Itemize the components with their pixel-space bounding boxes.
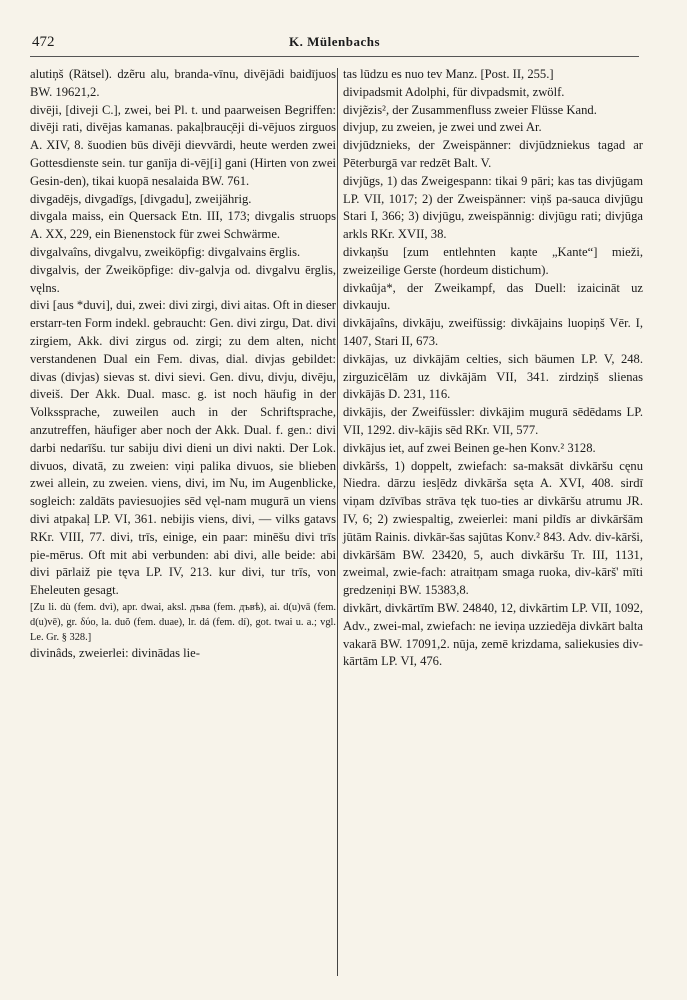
running-head: K. Mülenbachs	[288, 34, 380, 49]
column-divider	[337, 68, 338, 976]
entry: divkaûja*, der Zweikampf, das Duell: izaicināt uz divkauju.	[343, 280, 643, 313]
entry: divgadējs, divgadīgs, [divgadu], zweijährig.	[30, 191, 252, 206]
page-number: 472	[32, 34, 55, 50]
entry: divi [aus *duvi], dui, zwei: divi zirgi, divi aitas. Oft in dieser erstarr-ten Form indekl. gebraucht: Gen. divi zirgu, Dat. divi zirgiem, Akk. divi zirgus od. zirgi; zu dem alten, nicht verstandenen Dual ein Fem. divas, dial. divjas gebildet: divas (divjas) sievas st. divi sievi. Gen. divu, divju, divēju, diveiš. Der Akk. Dual. masc. g. ist noch häufig in der Volkssprache, zuweilen auch in der Schriftsprache, anzutreffen, häufiger aber noch der Akk. Dual. f. gen.: divi darbi nedarīšu. tur sabiju divi dieni un divi nakti. Der Lok. divuos, divatā, zu zweien: viņi palika divuos, sie blieben zwei allein, zu zweien. viens, divi, im Nu, im Augenblicke, sogleich: zaldāts paviesuojies sēd vęl-nam mugurā un viens divi atpakaļ LP. VI, 361. nebijis viens, divi, — vilks gatavs RKr. VIII, 77. divi, trīs, einige, ein paar: minēšu divi trīs pie-mērus. Oft mit abi verbunden: abi divi, alle beide: abi divi pārlaiž pie tęva LP. IV, 213. kur divi, tur trīs, von Eheleuten gesagt.	[30, 298, 336, 598]
entry: divgala maiss, ein Quersack Etn. III, 173; divgalis struops A. XX, 229, ein Bienenstock für zwei Schwärme.	[30, 209, 336, 242]
entry: alutiņš (Rätsel). dzẽru alu, branda-vīnu, divējādi baidījuos BW. 19621,2.	[30, 67, 336, 99]
page-header	[30, 34, 639, 57]
entry: divjẽzis², der Zusammenfluss zweier Flüsse Kand.	[343, 102, 597, 117]
etymology-note: [Zu li. dù (fem. dvì), apr. dwai, aksl. дъва (fem. дъвѣ), ai. d(u)vā (fem. d(u)vē), gr. δύο, la. duŏ (fem. duae), lr. dá (fem. dí), got. twai u. a.; vgl. Le. Gr. § 328.]	[30, 601, 336, 643]
entry: divjũgs, 1) das Zweigespann: tikai 9 pāri; kas tas divjūgam LP. VII, 1017; 2) der Zweispänner: viņš pa-sauca divjūgu Stari I, 366; 3) divjūgu, zweispännig: divjūgu rati; divjūga arkls RKr. XVII, 38.	[343, 173, 643, 242]
entry: tas lūdzu es nuo tev Manz. [Post. II, 255.]	[343, 67, 554, 81]
left-column	[30, 66, 336, 663]
entry: divkājus iet, auf zwei Beinen ge-hen Konv.² 3128.	[343, 440, 596, 455]
entry: divgalvis, der Zweiköpfige: div-galvja od. divgalvu ērglis, vęlns.	[30, 262, 336, 295]
entry: divipadsmit Adolphi, für divpadsmit, zwölf.	[343, 84, 565, 99]
entry: divkãrt, divkārtīm BW. 24840, 12, divkārtim LP. VII, 1092, Adv., zwei-mal, zwiefach: ne ieviņa uzziedēja divkārt balta vakarā BW. 17091,2. nūja, zemē krizdama, saliekusies div-kārtām LP. VI, 476.	[343, 600, 643, 669]
entry: divinâds, zweierlei: divinādas lie-	[30, 645, 200, 660]
right-column	[343, 66, 643, 671]
entry: divjup, zu zweien, je zwei und zwei Ar.	[343, 120, 542, 135]
entry: divkājas, uz divkājām celties, sich bäumen LP. V, 248. zirguzicēlām uz divkājām VII, 341. zirdziņš slienas divkājās D. 231, 116.	[343, 351, 643, 402]
entry: divjūdznieks, der Zweispänner: divjūdzniekus tagad ar Pēterburgā var redzēt Balt. V.	[343, 138, 643, 170]
entry: divkājaîns, divkāju, zweifüssig: divkājains luopiņš Vēr. I, 1407, Stari II, 673.	[343, 316, 643, 348]
entry: divgalvaîns, divgalvu, zweiköpfig: divgalvains ērglis.	[30, 244, 301, 259]
entry: divkājis, der Zweifüssler: divkājim mugurā sēdēdams LP. VII, 1292. div-kājis sēd RKr. VII, 577.	[343, 405, 643, 437]
entry: divēji, [diveji C.], zwei, bei Pl. t. und paarweisen Begriffen: divēji rati, divējas kamanas. pakaļbrauc̦ēji di-vējuos zirguos A. XIV, 8. šuodien būs divēji dievvārdi, heute werden zwei Gottesdienste sein. tur ganīja di-vēj[i] gani (Hirten von zwei Gesin-den), tikai kuopā nesalaida BW. 761.	[30, 102, 336, 188]
entry: divkaņšu [zum entlehnten kaņte „Kante“] mieži, zweizeilige Gerste (hordeum distichum).	[343, 244, 643, 277]
entry: divkãršs, 1) doppelt, zwiefach: sa-maksāt divkāršu cęnu Niedra. dārzu iesļēdz divkārša sęta A. XVI, 408. sirdī viņam dzīvības strāva tęk tuo-ties ar divkāršu atrumu JR. IV, 6; 2) zwiespaltig, zweierlei: mani pildīs ar divkāršām jūtām Rainis. divkār-šas sajūtas Konv.² 843. Adv. div-kārši, divkāršām BW. 23420, 5, auch divkāršu Tr. III, 1131, zweimal, zwie-fach: atraitņam smaga ruoka, div-kārš' mīti gredzeniņi BW. 15383,8.	[343, 458, 643, 598]
